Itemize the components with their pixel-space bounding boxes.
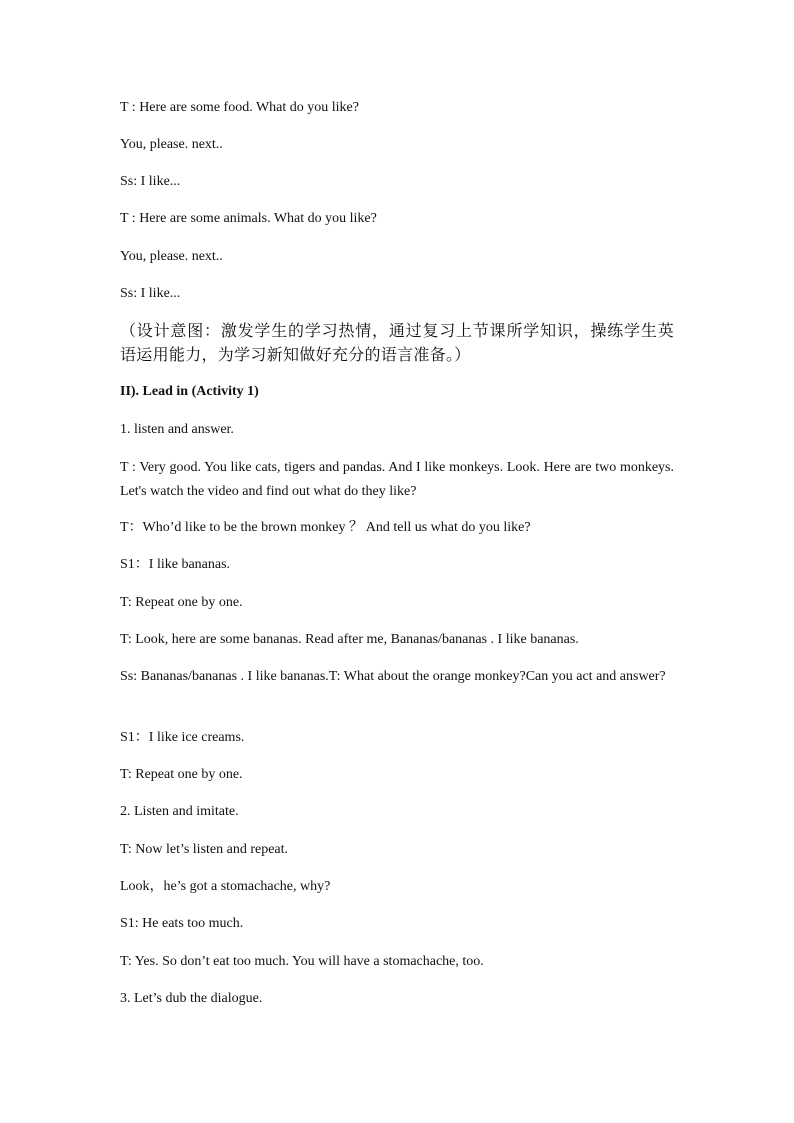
- line-stomachache-why: Look，he’s got a stomachache, why?: [120, 879, 331, 894]
- section-heading-lead-in: II). Lead in (Activity 1): [120, 384, 259, 399]
- line-s1-bananas: S1：I like bananas.: [120, 557, 231, 572]
- line-s1-eats-too-much: S1: He eats too much.: [120, 916, 244, 931]
- line-students-bananas: Ss: Bananas/bananas . I like bananas.T: What about the orange monkey?Can you act and answer?: [120, 669, 666, 684]
- line-repeat-1: T: Repeat one by one.: [120, 595, 243, 610]
- line-teacher-food: T : Here are some food. What do you like?: [120, 100, 359, 115]
- line-teacher-animals: T : Here are some animals. What do you like?: [120, 211, 377, 226]
- step-listen-answer: 1. listen and answer.: [120, 422, 234, 437]
- step-dub-dialogue: 3. Let’s dub the dialogue.: [120, 991, 263, 1006]
- line-students-i-like-2: Ss: I like...: [120, 286, 181, 301]
- line-students-i-like-1: Ss: I like...: [120, 174, 181, 189]
- line-teacher-very-good: T : Very good. You like cats, tigers and pandas. And I like monkeys. Look. Here are two monkeys. Let's watch the video and find out what do they like?: [120, 460, 674, 499]
- design-intent-note: （设计意图：激发学生的学习热情，通过复习上节课所学知识，操练学生英语运用能力，为学习新知做好充分的语言准备。）: [120, 321, 674, 364]
- line-teacher-bananas: T: Look, here are some bananas. Read after me, Bananas/bananas . I like bananas.: [120, 632, 579, 647]
- line-teacher-dont-eat: T: Yes. So don’t eat too much. You will have a stomachache, too.: [120, 954, 484, 969]
- line-teacher-listen-repeat: T: Now let’s listen and repeat.: [120, 842, 289, 857]
- line-teacher-brown-monkey: T：Who’d like to be the brown monkey ？ And tell us what do you like?: [120, 520, 531, 535]
- line-repeat-2: T: Repeat one by one.: [120, 767, 243, 782]
- line-you-please-1: You, please. next..: [120, 137, 223, 152]
- line-you-please-2: You, please. next..: [120, 249, 223, 264]
- step-listen-imitate: 2. Listen and imitate.: [120, 804, 239, 819]
- line-s1-ice-creams: S1：I like ice creams.: [120, 730, 245, 745]
